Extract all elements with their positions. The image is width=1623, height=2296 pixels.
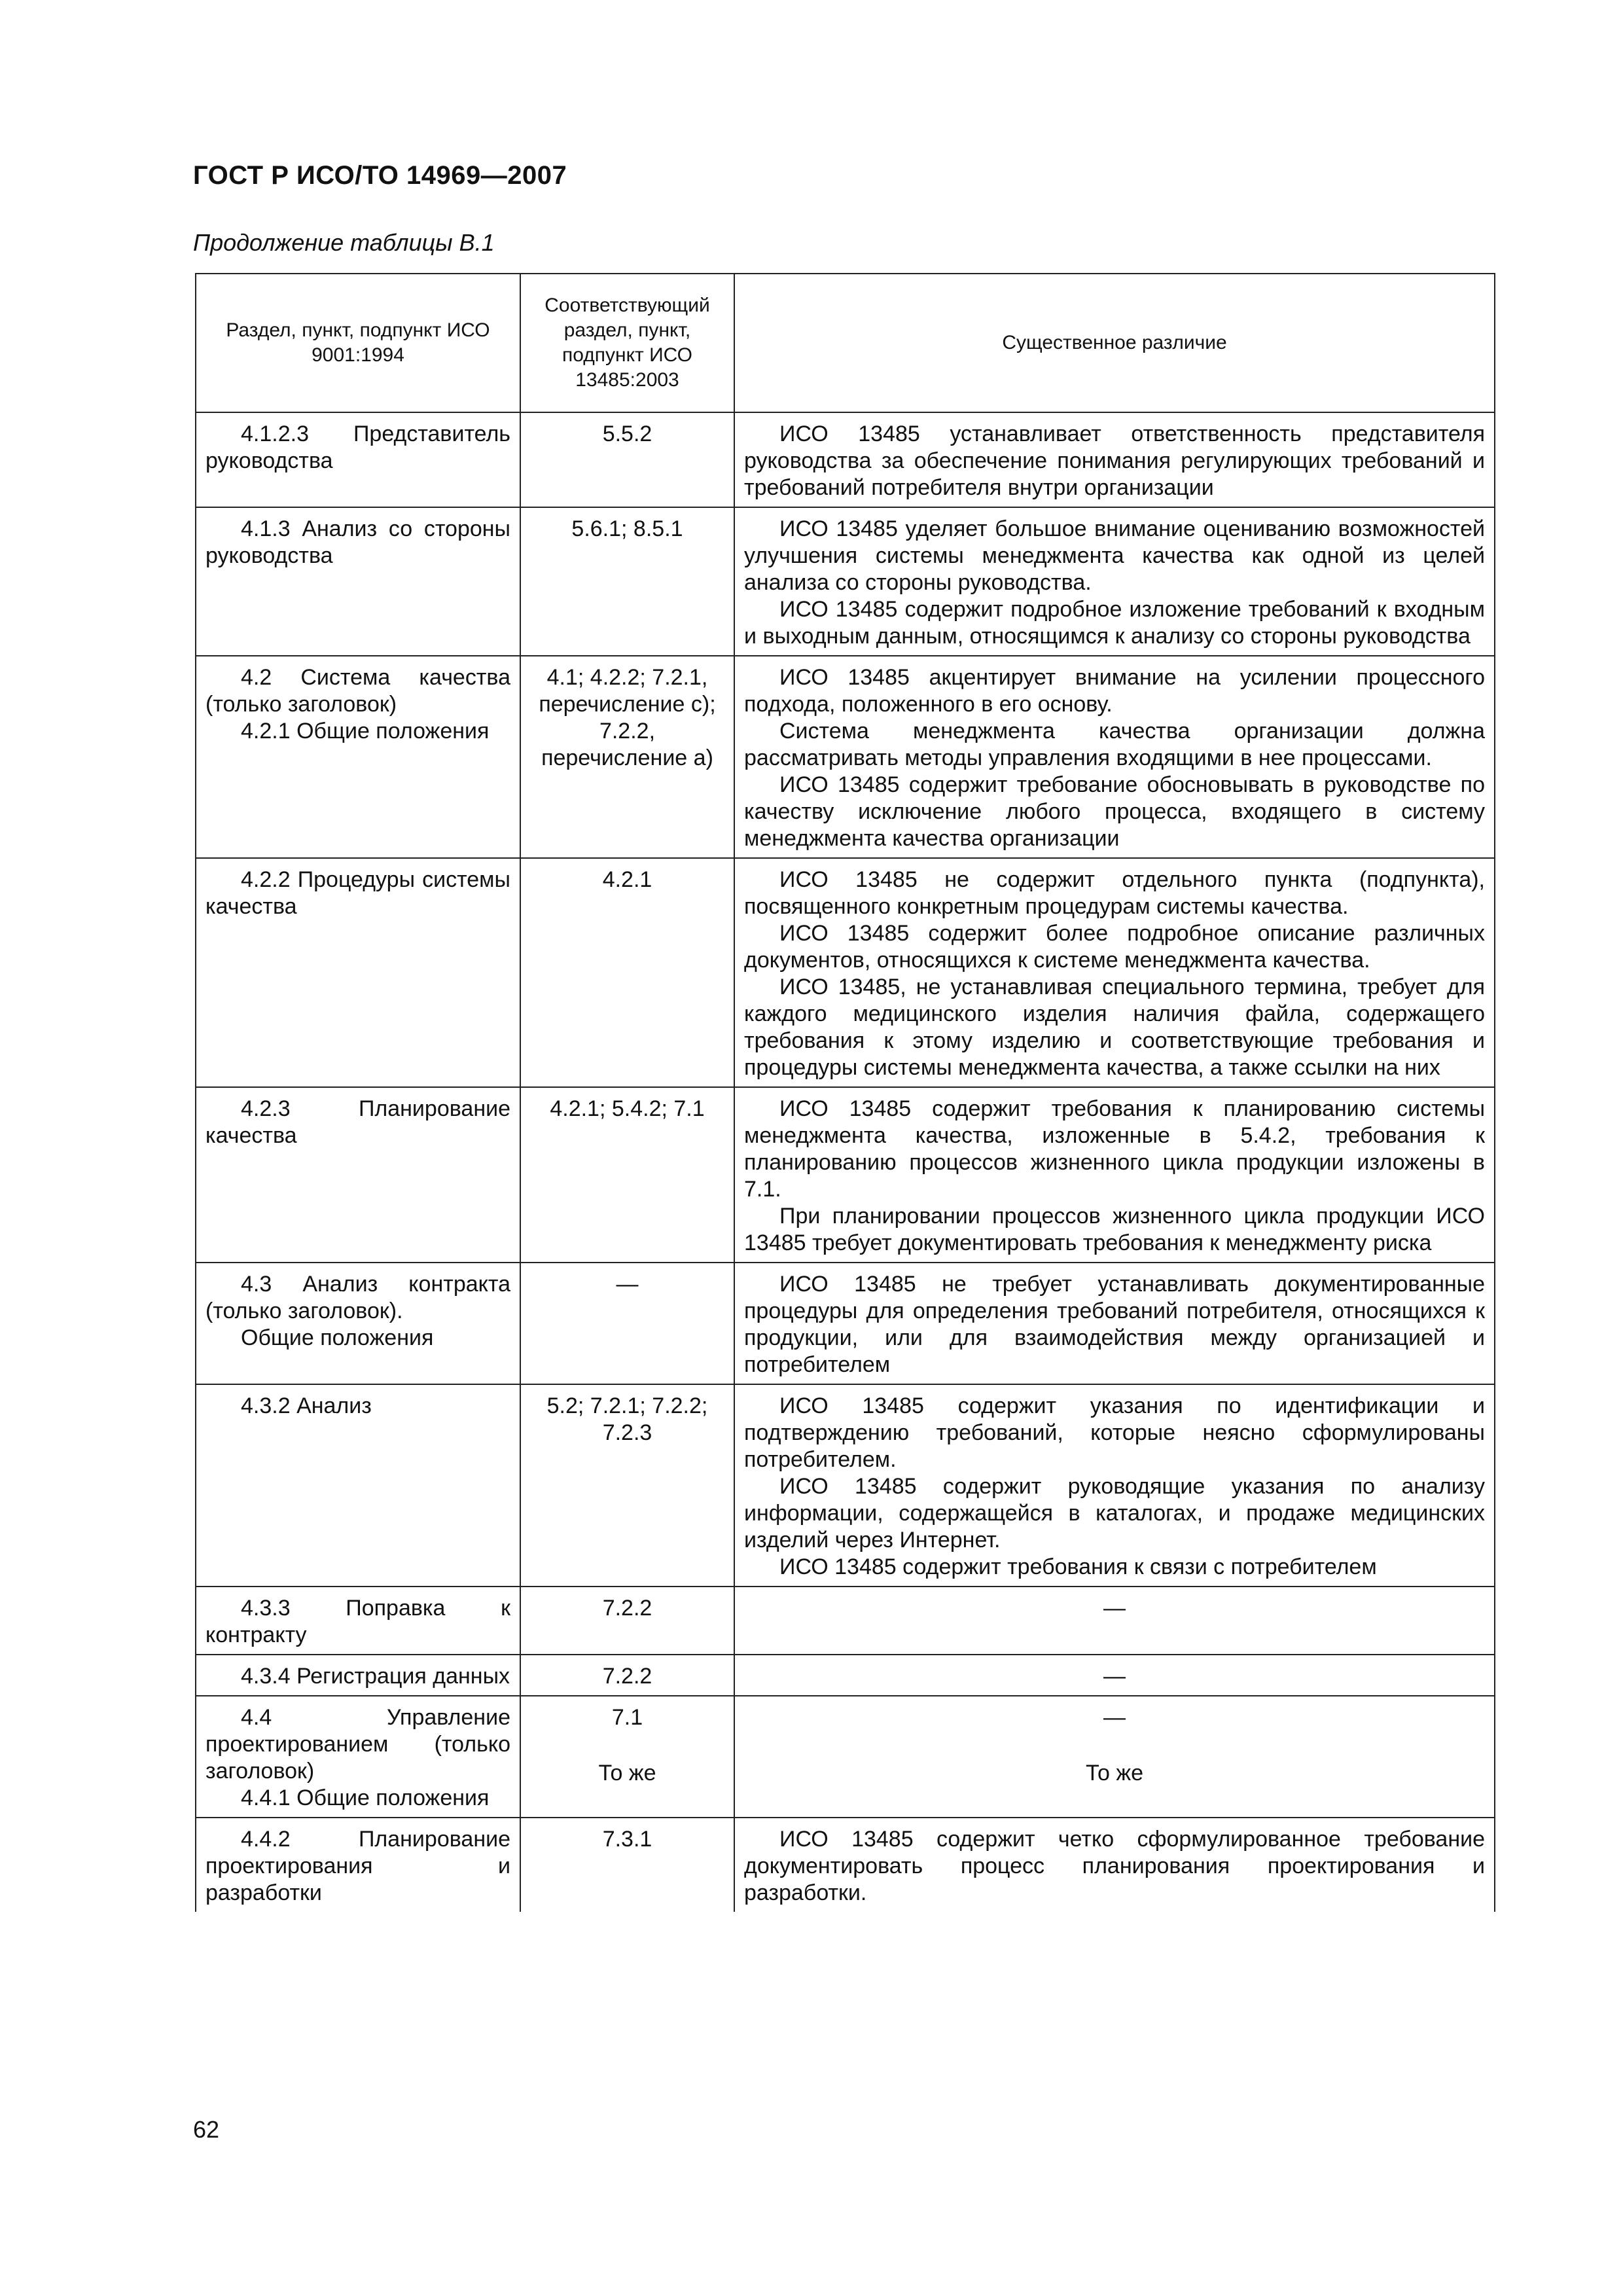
cell-iso9001-clause: 4.3.2 Анализ: [196, 1384, 520, 1587]
cell-iso9001-clause: 4.3.4 Регистрация данных: [196, 1655, 520, 1696]
cell-difference: ИСО 13485 не содержит отдельного пункта (подпункта), посвященного конкретным процедурам системы качества. ИСО 13485 содержит более подробное описание различных документов, относящихся к системе менеджмента качества. ИСО 13485, не устанавливая специального термина, требует для каждого медицинского изделия наличия файла, содержащего требования к этому изделию и соответствующие требования и процедуры системы менеджмента качества, а также ссылки на них: [734, 858, 1495, 1087]
cell-iso9001-clause: 4.1.3 Анализ со стороны руководства: [196, 507, 520, 656]
cell-iso9001-clause: 4.2 Система качества (только заголовок) 4.2.1 Общие положения: [196, 656, 520, 858]
cell-iso13485-clause: 5.5.2: [520, 412, 734, 507]
cell-iso13485-clause: —: [520, 1263, 734, 1384]
cell-difference: ИСО 13485 акцентирует внимание на усилении процессного подхода, положенного в его основу. Система менеджмента качества организации должна рассматривать методы управления входящими в нее процессами. ИСО 13485 содержит требование обосновывать в руководстве по качеству исключение любого процесса, входящего в систему менеджмента качества организации: [734, 656, 1495, 858]
cell-difference: — То же: [734, 1696, 1495, 1818]
table-row: [196, 858, 1495, 1087]
cell-difference: ИСО 13485 содержит четко сформулированное требование документировать процесс планирования проектирования и разработки.: [734, 1818, 1495, 1912]
cell-difference: ИСО 13485 содержит указания по идентификации и подтверждению требований, которые неясно сформулированы потребителем. ИСО 13485 содержит руководящие указания по анализу информации, содержащейся в каталогах, и продаже медицинских изделий через Интернет. ИСО 13485 содержит требования к связи с потребителем: [734, 1384, 1495, 1587]
cell-iso13485-clause: 4.2.1; 5.4.2; 7.1: [520, 1087, 734, 1263]
table-row: [196, 656, 1495, 858]
cell-iso13485-clause: 5.2; 7.2.1; 7.2.2; 7.2.3: [520, 1384, 734, 1587]
table-row: [196, 507, 1495, 656]
cell-iso13485-clause: 5.6.1; 8.5.1: [520, 507, 734, 656]
cell-iso13485-clause: 7.2.2: [520, 1655, 734, 1696]
table-row: [196, 1818, 1495, 1912]
cell-iso13485-clause: 7.2.2: [520, 1587, 734, 1655]
cell-difference: —: [734, 1587, 1495, 1655]
spacer: [744, 1731, 1485, 1760]
column-header-iso9001: Раздел, пункт, подпункт ИСО 9001:1994: [196, 274, 520, 412]
cell-iso9001-clause: 4.1.2.3 Представитель руководства: [196, 412, 520, 507]
cell-difference: ИСО 13485 не требует устанавливать документированные процедуры для определения требований потребителя, относящихся к продукции, или для взаимодействия между организацией и потребителем: [734, 1263, 1495, 1384]
cell-iso13485-clause: 4.1; 4.2.2; 7.2.1, перечисление с); 7.2.2, перечисление а): [520, 656, 734, 858]
table-row: [196, 1696, 1495, 1818]
column-header-difference: Существенное различие: [734, 274, 1495, 412]
table-row: [196, 1655, 1495, 1696]
table-row: [196, 1263, 1495, 1384]
cell-difference: ИСО 13485 устанавливает ответственность представителя руководства за обеспечение понимания регулирующих требований и требований потребителя внутри организации: [734, 412, 1495, 507]
table-header-row: [196, 274, 1495, 412]
cell-difference: —: [734, 1655, 1495, 1696]
cell-iso9001-clause: 4.3.3 Поправка к контракту: [196, 1587, 520, 1655]
cell-iso13485-clause: 7.1 То же: [520, 1696, 734, 1818]
table-caption: Продолжение таблицы В.1: [193, 229, 495, 256]
cell-iso9001-clause: 4.4.2 Планирование проектирования и разработки: [196, 1818, 520, 1912]
table-row: [196, 1384, 1495, 1587]
column-header-iso13485: Соответствующий раздел, пункт, подпункт ИСО 13485:2003: [520, 274, 734, 412]
page-number: 62: [193, 2116, 220, 2143]
cell-iso9001-clause: 4.2.3 Планирование качества: [196, 1087, 520, 1263]
cell-iso9001-clause: 4.2.2 Процедуры системы качества: [196, 858, 520, 1087]
table-row: [196, 1087, 1495, 1263]
cell-iso13485-clause: 4.2.1: [520, 858, 734, 1087]
spacer: [527, 1731, 727, 1760]
cell-difference: ИСО 13485 уделяет большое внимание оцениванию возможностей улучшения системы менеджмента качества как одной из целей анализа со стороны руководства. ИСО 13485 содержит подробное изложение требований к входным и выходным данным, относящимся к анализу со стороны руководства: [734, 507, 1495, 656]
cell-iso9001-clause: 4.3 Анализ контракта (только заголовок). Общие положения: [196, 1263, 520, 1384]
cell-iso9001-clause: 4.4 Управление проектированием (только заголовок) 4.4.1 Общие положения: [196, 1696, 520, 1818]
cell-iso13485-clause: 7.3.1: [520, 1818, 734, 1912]
comparison-table: [195, 273, 1495, 1912]
table-row: [196, 1587, 1495, 1655]
document-title: ГОСТ Р ИСО/ТО 14969—2007: [193, 161, 567, 190]
cell-difference: ИСО 13485 содержит требования к планированию системы менеджмента качества, изложенные в 5.4.2, требования к планированию процессов жизненного цикла продукции изложены в 7.1. При планировании процессов жизненного цикла продукции ИСО 13485 требует документировать требования к менеджменту риска: [734, 1087, 1495, 1263]
table-row: [196, 412, 1495, 507]
